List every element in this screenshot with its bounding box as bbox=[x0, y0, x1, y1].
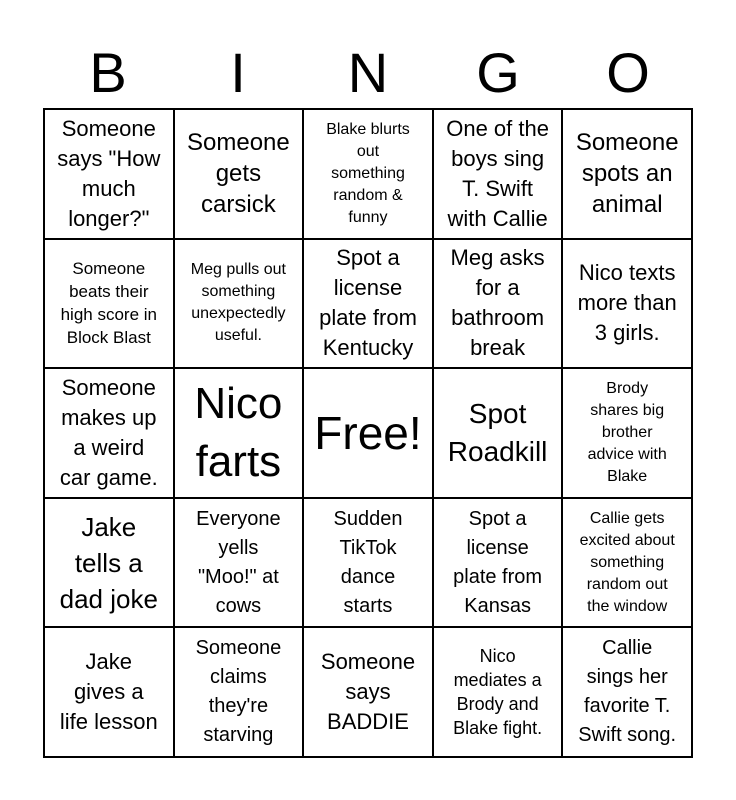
cell-text: Jake tells a dad joke bbox=[59, 511, 158, 614]
bingo-cell-g5[interactable] bbox=[433, 627, 563, 757]
bingo-cell-o4[interactable] bbox=[562, 498, 692, 628]
bingo-cell-o2[interactable] bbox=[562, 239, 692, 369]
bingo-cell-n1[interactable] bbox=[303, 109, 433, 239]
cell-text: Someone spots an animal bbox=[575, 129, 679, 219]
bingo-cell-b5[interactable] bbox=[44, 627, 174, 757]
header-letter-g: G bbox=[476, 41, 520, 104]
cell-text: Nico mediates a Brody and Blake fight. bbox=[453, 646, 543, 739]
header-letter-b: B bbox=[89, 41, 127, 104]
header-letter-n: N bbox=[347, 41, 389, 104]
bingo-header bbox=[43, 38, 693, 108]
bingo-cell-g1[interactable] bbox=[433, 109, 563, 239]
cell-text: Sudden TikTok dance starts bbox=[333, 507, 403, 617]
cell-text: Callie gets excited about something random out the window bbox=[579, 509, 675, 615]
cell-text: Spot a license plate from Kentucky bbox=[319, 245, 417, 361]
cell-text: Blake blurts out something random & funny bbox=[326, 120, 410, 226]
bingo-cell-b2[interactable] bbox=[44, 239, 174, 369]
header-letter-i: I bbox=[230, 41, 246, 104]
bingo-grid bbox=[43, 108, 693, 758]
bingo-cell-o1[interactable] bbox=[562, 109, 692, 239]
cell-text: Nico texts more than 3 girls. bbox=[577, 260, 677, 346]
cell-text: One of the boys sing T. Swift with Callie bbox=[446, 115, 549, 231]
free-space-text: Free! bbox=[314, 406, 422, 459]
bingo-cell-i4[interactable] bbox=[174, 498, 304, 628]
bingo-cell-o5[interactable] bbox=[562, 627, 692, 757]
bingo-cell-i2[interactable] bbox=[174, 239, 304, 369]
bingo-cell-n5[interactable] bbox=[303, 627, 433, 757]
cell-text: Nico farts bbox=[194, 378, 283, 486]
cell-text: Callie sings her favorite T. Swift song. bbox=[578, 637, 677, 747]
cell-text: Someone says "How much longer?" bbox=[57, 115, 161, 231]
cell-text: Jake gives a life lesson bbox=[59, 649, 158, 735]
bingo-cell-i5[interactable] bbox=[174, 627, 304, 757]
bingo-cell-b4[interactable] bbox=[44, 498, 174, 628]
cell-text: Someone beats their high score in Block Blast bbox=[60, 259, 157, 348]
cell-text: Meg asks for a bathroom break bbox=[450, 245, 545, 361]
bingo-cell-g3[interactable] bbox=[433, 368, 563, 498]
bingo-cell-g2[interactable] bbox=[433, 239, 563, 369]
bingo-cell-free[interactable] bbox=[303, 368, 433, 498]
bingo-cell-n2[interactable] bbox=[303, 239, 433, 369]
bingo-cell-n4[interactable] bbox=[303, 498, 433, 628]
cell-text: Someone claims they're starving bbox=[195, 637, 282, 747]
bingo-cell-b1[interactable] bbox=[44, 109, 174, 239]
bingo-cell-g4[interactable] bbox=[433, 498, 563, 628]
bingo-cell-i1[interactable] bbox=[174, 109, 304, 239]
cell-text: Meg pulls out something unexpectedly useful. bbox=[190, 261, 286, 345]
bingo-cell-o3[interactable] bbox=[562, 368, 692, 498]
cell-text: Someone makes up a weird car game. bbox=[59, 375, 158, 490]
cell-text: Spot Roadkill bbox=[447, 397, 548, 467]
cell-text: Someone gets carsick bbox=[187, 129, 290, 219]
bingo-cell-i3[interactable] bbox=[174, 368, 304, 498]
cell-text: Spot a license plate from Kansas bbox=[453, 507, 543, 617]
cell-text: Everyone yells "Moo!" at cows bbox=[196, 507, 281, 617]
cell-text: Someone says BADDIE bbox=[320, 649, 416, 735]
bingo-cell-b3[interactable] bbox=[44, 368, 174, 498]
header-letter-o: O bbox=[606, 41, 650, 104]
cell-text: Brody shares big brother advice with Blake bbox=[587, 379, 667, 485]
